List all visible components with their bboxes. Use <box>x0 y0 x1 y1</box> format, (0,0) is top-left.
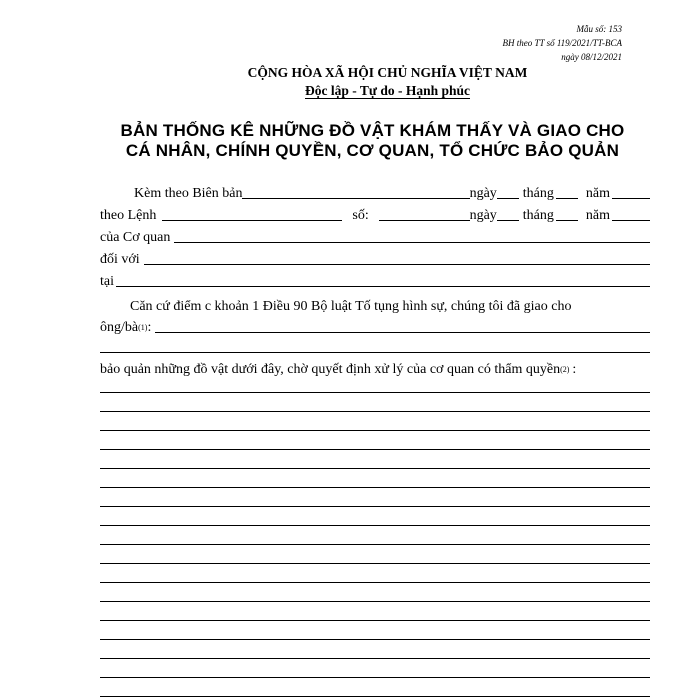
national-header <box>0 64 700 100</box>
order-reference-line <box>100 206 650 224</box>
recipient-continuation-blank[interactable] <box>100 352 650 353</box>
attached-label: Kèm theo Biên bản <box>134 186 243 201</box>
item-blank-line[interactable] <box>100 639 650 640</box>
location-line <box>100 272 650 290</box>
subject-line <box>100 250 650 268</box>
national-motto <box>0 82 700 100</box>
recipient-line <box>100 318 650 336</box>
recipient-colon: : <box>147 320 152 335</box>
day-label: ngày <box>469 186 497 201</box>
order-day-blank[interactable] <box>497 220 519 221</box>
order-day-label: ngày <box>469 208 497 223</box>
item-blank-line[interactable] <box>100 544 650 545</box>
item-blank-line[interactable] <box>100 468 650 469</box>
footnote-2-marker: (2) <box>560 365 570 374</box>
day-blank[interactable] <box>497 198 519 199</box>
item-blank-line[interactable] <box>100 525 650 526</box>
item-blank-line[interactable] <box>100 696 650 697</box>
recipient-blank[interactable] <box>155 332 650 333</box>
item-blank-line[interactable] <box>100 430 650 431</box>
legal-basis-paragraph: Căn cứ điểm c khoản 1 Điều 90 Bộ luật Tố tụng hình sự, chúng tôi đã giao cho <box>130 299 572 314</box>
footnote-1-marker: (1) <box>138 323 148 332</box>
number-label: số: <box>352 208 369 223</box>
order-label: theo Lệnh <box>100 208 157 223</box>
form-number: Mẫu số: 153 <box>576 24 622 34</box>
form-code <box>502 22 622 64</box>
item-blank-line[interactable] <box>100 449 650 450</box>
item-blank-line[interactable] <box>100 620 650 621</box>
agency-line <box>100 228 650 246</box>
document-title <box>90 121 655 161</box>
item-blank-line[interactable] <box>100 392 650 393</box>
preserve-text: bảo quản những đồ vật dưới đây, chờ quyết định xử lý của cơ quan có thẩm quyền <box>100 362 561 377</box>
order-month-label: tháng <box>522 208 554 223</box>
number-blank[interactable] <box>379 220 470 221</box>
item-blank-line[interactable] <box>100 563 650 564</box>
preserve-colon: : <box>572 362 577 377</box>
recipient-label: ông/bà <box>100 320 139 335</box>
item-blank-line[interactable] <box>100 487 650 488</box>
title-line-2: CÁ NHÂN, CHÍNH QUYỀN, CƠ QUAN, TỔ CHỨC BẢO QUẢN <box>125 141 620 160</box>
order-name-blank[interactable] <box>162 220 342 221</box>
item-blank-line[interactable] <box>100 506 650 507</box>
country-name: CỘNG HÒA XÃ HỘI CHỦ NGHĨA VIỆT NAM <box>247 65 528 80</box>
location-blank[interactable] <box>116 286 650 287</box>
title-line-1: BẢN THỐNG KÊ NHỮNG ĐỒ VẬT KHÁM THẤY VÀ GIAO CHO <box>120 121 625 140</box>
record-reference-line <box>100 184 650 202</box>
year-label: năm <box>585 186 610 201</box>
item-blank-line[interactable] <box>100 677 650 678</box>
agency-blank[interactable] <box>174 242 650 243</box>
agency-label: của Cơ quan <box>100 230 171 245</box>
order-month-blank[interactable] <box>556 220 578 221</box>
year-blank[interactable] <box>612 198 650 199</box>
item-blank-line[interactable] <box>100 601 650 602</box>
form-issued-date: ngày 08/12/2021 <box>561 52 622 62</box>
record-name-blank[interactable] <box>242 198 469 199</box>
form-issued-by: BH theo TT số 119/2021/TT-BCA <box>502 38 622 48</box>
month-blank[interactable] <box>556 198 578 199</box>
against-label: đối với <box>100 252 140 267</box>
motto-text: Độc lập - Tự do - Hạnh phúc <box>304 83 471 98</box>
month-label: tháng <box>522 186 554 201</box>
item-blank-line[interactable] <box>100 411 650 412</box>
order-year-blank[interactable] <box>612 220 650 221</box>
at-label: tại <box>100 274 114 289</box>
item-blank-line[interactable] <box>100 658 650 659</box>
order-year-label: năm <box>585 208 610 223</box>
subject-blank[interactable] <box>144 264 650 265</box>
item-blank-line[interactable] <box>100 582 650 583</box>
preserve-line <box>100 360 650 378</box>
